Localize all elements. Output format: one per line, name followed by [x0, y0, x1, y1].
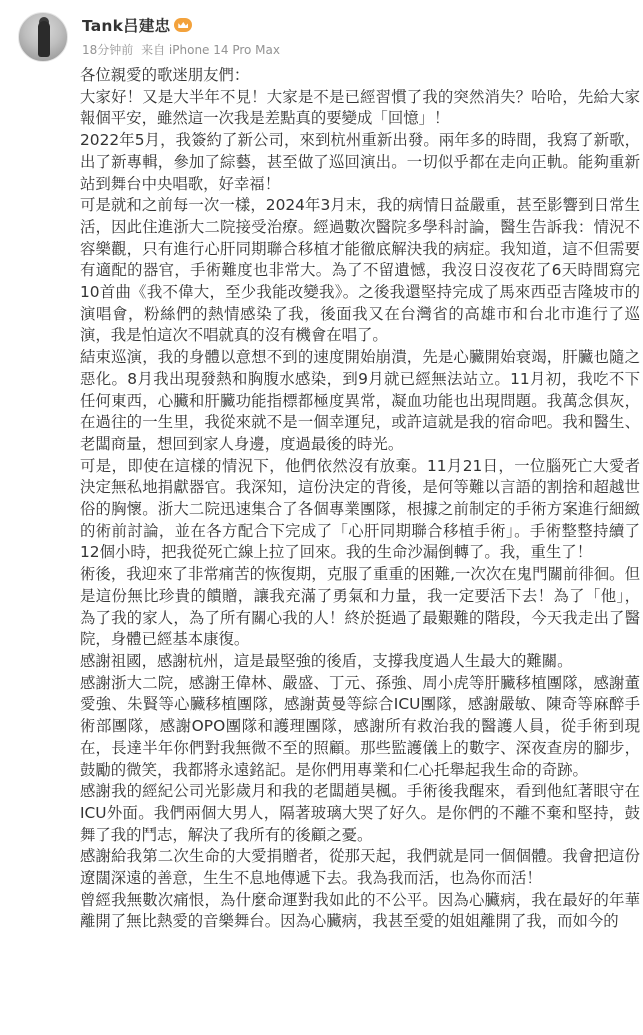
post-header	[0, 0, 643, 64]
post-body	[80, 65, 640, 933]
post-source: 来自 iPhone 14 Pro Max	[141, 43, 280, 57]
post-meta	[82, 41, 284, 58]
post-paragraph: 可是就和之前每一次一樣，2024年3月末，我的病情日益嚴重，甚至影響到日常生活，因此住進浙大二院接受治療。經過數次醫院多學科討論，醫生告訴我：情況不容樂觀，只有進行心肝同期聯合移植才能徹底解決我的病症。我知道，這不但需要有適配的器官，手術難度也非常大。為了不留遺憾，我沒日沒夜花了6天時間寫完10首曲《我不偉大，至少我能改變我》。之後我還堅持完成了馬來西亞吉隆坡市的演唱會，粉絲們的熱情感染了我，後面我又在台灣省的高雄市和台北市進行了巡演，我是怕這次不唱就真的沒有機會在唱了。	[80, 196, 640, 345]
avatar[interactable]	[18, 12, 68, 62]
author-name[interactable]: Tank吕建忠	[82, 17, 171, 35]
post-time: 18分钟前	[82, 43, 134, 57]
post-paragraph: 感謝祖國，感謝杭州，這是最堅強的後盾，支撐我度過人生最大的難關。	[80, 651, 573, 670]
username-row	[82, 14, 192, 36]
post-paragraph: 曾經我無數次痛恨，為什麼命運對我如此的不公平。因為心臟病，我在最好的年華離開了無比熱愛的音樂舞台。因為心臟病，我甚至愛的姐姐離開了我，而如今的	[80, 890, 640, 931]
avatar-figure-body	[38, 21, 50, 57]
post-paragraph: 大家好！又是大半年不見！大家是不是已經習慣了我的突然消失？哈哈，先給大家報個平安，雖然這一次我是差點真的要變成「回憶」！	[80, 87, 640, 128]
post-paragraph: 各位親愛的歌迷朋友們：	[80, 66, 250, 84]
post-paragraph: 可是，即使在這樣的情況下，他們依然沒有放棄。11月21日，一位腦死亡大愛者決定無私地捐獻器官。我深知，這份決定的背後，是何等難以言語的割捨和超越世俗的胸懷。浙大二院迅速集合了各個專業團隊，根據之前制定的手術方案進行細緻的術前討論，並在各方配合下完成了「心肝同期聯合移植手術」。手術整整持續了12個小時，把我從死亡線上拉了回來。我的生命沙漏倒轉了。我，重生了！	[80, 456, 640, 562]
post-paragraph: 感謝給我第二次生命的大愛捐贈者，從那天起，我們就是同一個個體。我會把這份遼闊深遠的善意，生生不息地傳遞下去。我為我而活，也為你而活！	[80, 847, 640, 888]
post-paragraph: 術後，我迎來了非常痛苦的恢復期，克服了重重的困難,一次次在鬼門關前徘徊。但是這份無比珍貴的饋贈，讓我充滿了勇氣和力量，我一定要活下去！為了「他」，為了我的家人，為了所有關心我的人！終於挺過了最艱難的階段，今天我走出了醫院，身體已經基本康復。	[80, 565, 640, 649]
post-paragraph: 2022年5月，我簽約了新公司，來到杭州重新出發。兩年多的時間，我寫了新歌，出了新專輯，參加了綜藝，甚至做了巡回演出。一切似乎都在走向正軌。能夠重新站到舞台中央唱歌，好幸福！	[80, 131, 640, 193]
post-paragraph: 感謝浙大二院，感謝王偉林、嚴盛、丁元、孫強、周小虎等肝臟移植團隊，感謝董愛強、朱賢等心臟移植團隊，感謝黃曼等綜合ICU團隊，感謝嚴敏、陳奇等麻醉手術部團隊，感謝OPO團隊和護理團隊，感謝所有救治我的醫護人員，從手術到現在，長達半年你們對我無微不至的照顧。那些監護儀上的數字、深夜查房的腳步，鼓勵的微笑，我都將永遠銘記。是你們用專業和仁心托舉起我生命的奇跡。	[80, 673, 640, 779]
post-paragraph: 結束巡演，我的身體以意想不到的速度開始崩潰，先是心臟開始衰竭，肝臟也隨之惡化。8月我出現發熱和胸腹水感染，到9月就已經無法站立。11月初，我吃不下任何東西，心臟和肝臟功能指標都極度異常，凝血功能也出現問題。我萬念俱灰，在過往的一生里，我從來就不是一個幸運兒，或許這就是我的宿命吧。我和醫生、老闆商量，想回到家人身邊，度過最後的時光。	[80, 348, 640, 453]
vip-crown-badge-icon	[174, 18, 192, 32]
post-paragraph: 感謝我的經紀公司光影歲月和我的老闆趙昊楓。手術後我醒來，看到他紅著眼守在ICU外面。我們兩個大男人，隔著玻璃大哭了好久。是你們的不離不棄和堅持，鼓舞了我的鬥志，解決了我所有的後顧之憂。	[80, 782, 640, 844]
